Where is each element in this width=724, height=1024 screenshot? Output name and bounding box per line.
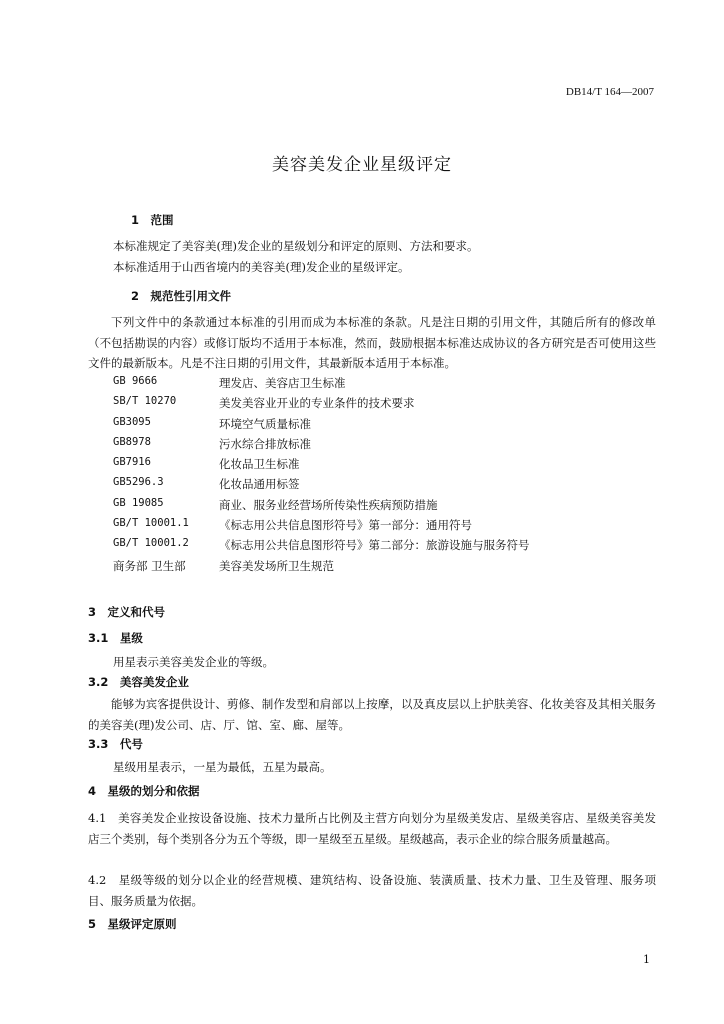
ref-name: 美容美发场所卫生规范 <box>219 558 334 573</box>
page-title: 美容美发企业星级评定 <box>272 155 452 175</box>
section-2-intro: 下列文件中的条款通过本标准的引用而成为本标准的条款。凡是注日期的引用文件，其随后所有的修改单（不包括勘误的内容）或修订版均不适用于本标准，然而，鼓励根据本标准达成协议的各方研究是否可使用这些文件的最新版本。凡是不注日期的引用文件，其最新版本适用于本标准。 <box>88 315 656 370</box>
section-4-heading: 4 星级的划分和依据 <box>88 784 200 798</box>
list-item <box>113 497 673 517</box>
section-3-heading: 3 定义和代号 <box>88 605 166 619</box>
ref-code: 商务部 卫生部 <box>113 558 186 573</box>
section-1-para-2: 本标准适用于山西省境内的美容美(理)发企业的星级评定。 <box>113 260 410 274</box>
ref-name: 《标志用公共信息图形符号》第一部分：通用符号 <box>219 518 472 533</box>
list-item <box>113 395 673 415</box>
ref-code: GB/T 10001.1 <box>113 517 189 530</box>
ref-name: 《标志用公共信息图形符号》第二部分：旅游设施与服务符号 <box>219 538 530 553</box>
list-item <box>113 537 673 557</box>
list-item <box>113 416 673 436</box>
list-item <box>113 476 673 496</box>
section-3-2-heading: 3.2 美容美发企业 <box>88 675 189 689</box>
page-number: 1 <box>643 953 650 966</box>
ref-code: GB7916 <box>113 456 151 469</box>
ref-code: GB 9666 <box>113 375 158 387</box>
ref-name: 化妆品卫生标准 <box>219 457 300 472</box>
ref-code: GB/T 10001.2 <box>113 537 189 550</box>
reference-list <box>113 375 673 578</box>
ref-name: 环境空气质量标准 <box>219 416 311 431</box>
list-item <box>113 436 673 456</box>
section-3-1-text: 用星表示美容美发企业的等级。 <box>113 655 274 669</box>
section-3-3-heading: 3.3 代号 <box>88 737 143 751</box>
ref-code: GB3095 <box>113 415 151 428</box>
section-3-2-text: 能够为宾客提供设计、剪修、制作发型和肩部以上按摩，以及真皮层以上护肤美容、化妆美容及其相关服务的美容美(理)发公司、店、厅、馆、室、廊、屋等。 <box>88 697 656 732</box>
ref-code: SB/T 10270 <box>113 395 177 408</box>
ref-code: GB5296.3 <box>113 476 164 489</box>
section-5-heading: 5 星级评定原则 <box>88 917 177 931</box>
section-4-1-text: 4.1 美容美发企业按设备设施、技术力量所占比例及主营方向划分为星级美发店、星级美容店、星级美容美发店三个类别，每个类别各分为五个等级，即一星级至五星级。星级越高，表示企业的综合服务质量越高。 <box>88 811 656 846</box>
list-item <box>113 558 673 578</box>
ref-code: GB 19085 <box>113 496 164 509</box>
section-3-3-text: 星级用星表示，一星为最低，五星为最高。 <box>113 760 332 774</box>
document-code: DB14/T 164—2007 <box>565 86 654 98</box>
section-2-heading: 2 规范性引用文件 <box>131 289 232 303</box>
list-item <box>113 456 673 476</box>
section-3-1-heading: 3.1 星级 <box>88 631 143 645</box>
section-1-para-1: 本标准规定了美容美(理)发企业的星级划分和评定的原则、方法和要求。 <box>113 239 479 253</box>
ref-name: 美发美容业开业的专业条件的技术要求 <box>219 396 415 411</box>
list-item <box>113 375 673 395</box>
list-item <box>113 517 673 537</box>
ref-name: 化妆品通用标签 <box>219 477 300 492</box>
section-4-2-text: 4.2 星级等级的划分以企业的经营规模、建筑结构、设备设施、装潢质量、技术力量、卫生及管理、服务项目、服务质量为依据。 <box>88 873 656 908</box>
section-1-heading: 1 范围 <box>131 213 174 227</box>
ref-code: GB8978 <box>113 435 151 448</box>
ref-name: 商业、服务业经营场所传染性疾病预防措施 <box>219 497 438 512</box>
ref-name: 污水综合排放标准 <box>219 436 311 451</box>
ref-name: 理发店、美容店卫生标准 <box>219 376 346 390</box>
